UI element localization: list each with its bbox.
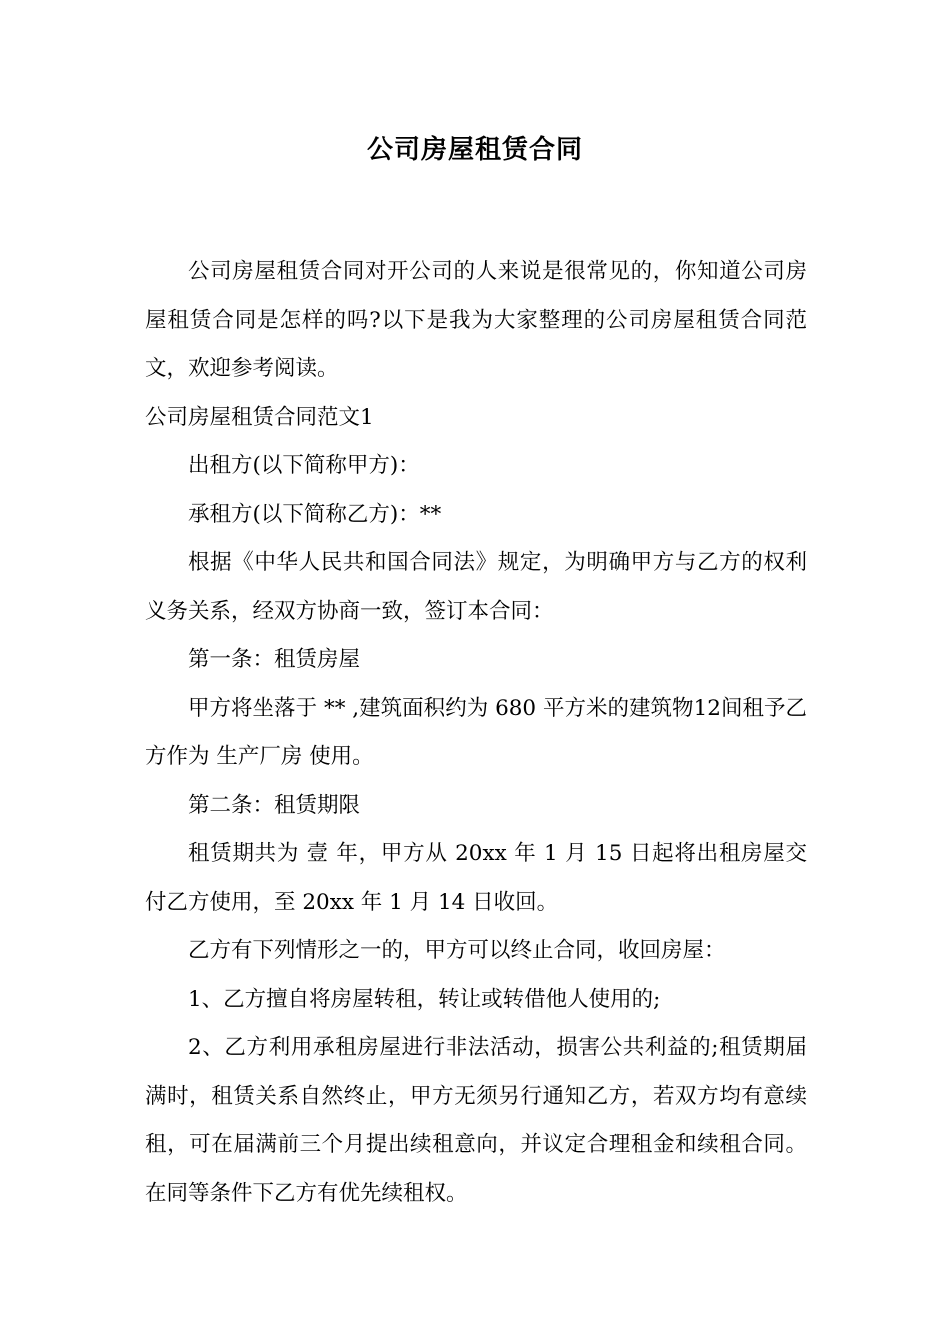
article-2-heading: 第二条：租赁期限 xyxy=(188,792,361,818)
termination-intro-paragraph: 乙方有下列情形之一的，甲方可以终止合同，收回房屋： xyxy=(188,938,726,963)
document-body xyxy=(145,248,807,1218)
termination-item-1: 1、乙方擅自将房屋转租，转让或转借他人使用的; xyxy=(188,986,661,1012)
termination-item-2: 2、乙方利用承租房屋进行非法活动，损害公共利益的;租赁期届满时，租赁关系自然终止，甲方无须另行通知乙方，若双方均有意续租，可在届满前三个月提出续租意向，并议定合理租金和续租合同。在同等条件下乙方有优先续租权。 xyxy=(145,1035,807,1206)
article-1-heading: 第一条：租赁房屋 xyxy=(188,647,361,672)
section-heading-sample-1: 公司房屋租赁合同范文1 xyxy=(145,404,374,430)
lessee-line: 承租方(以下简称乙方)：** xyxy=(188,501,442,527)
document-title: 公司房屋租赁合同 xyxy=(366,135,583,165)
legal-basis-paragraph: 根据《中华人民共和国合同法》规定，为明确甲方与乙方的权利义务关系，经双方协商一致，签订本合同： xyxy=(145,550,807,624)
intro-paragraph: 公司房屋租赁合同对开公司的人来说是很常见的，你知道公司房屋租赁合同是怎样的吗?以下是我为大家整理的公司房屋租赁合同范文，欢迎参考阅读。 xyxy=(145,259,807,381)
article-1-paragraph: 甲方将坐落于 ** ,建筑面积约为 680 平方米的建筑物12间租予乙方作为 生产厂房 使用。 xyxy=(145,695,807,769)
article-2-paragraph: 租赁期共为 壹 年，甲方从 20xx 年 1 月 15 日起将出租房屋交付乙方使用，至 20xx 年 1 月 14 日收回。 xyxy=(145,841,807,915)
lessor-line: 出租方(以下简称甲方)： xyxy=(188,453,420,478)
